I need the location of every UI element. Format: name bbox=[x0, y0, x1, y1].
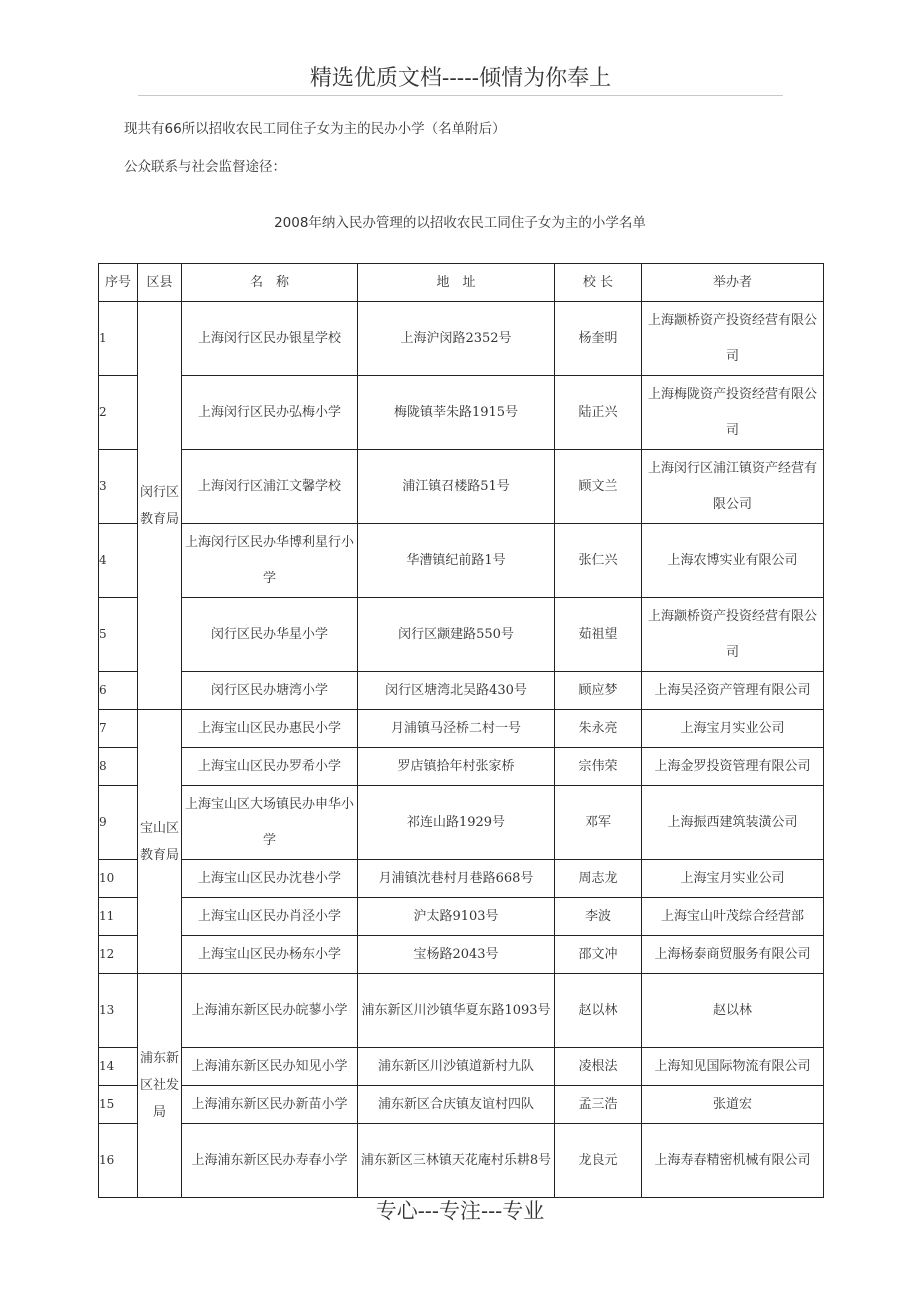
school-principal: 凌根法 bbox=[555, 1048, 642, 1086]
school-sponsor: 上海宝山叶茂综合经营部 bbox=[642, 898, 824, 936]
school-principal: 宗伟荣 bbox=[555, 748, 642, 786]
school-address: 华漕镇纪前路1号 bbox=[358, 524, 555, 598]
school-address: 浦东新区三林镇天花庵村乐耕8号 bbox=[358, 1124, 555, 1198]
header-number: 序号 bbox=[99, 264, 138, 302]
school-name: 上海宝山区大场镇民办申华小学 bbox=[182, 786, 358, 860]
school-sponsor: 上海闵行区浦江镇资产经营有限公司 bbox=[642, 450, 824, 524]
school-principal: 孟三浩 bbox=[555, 1086, 642, 1124]
school-address: 闵行区颛建路550号 bbox=[358, 598, 555, 672]
school-name: 上海浦东新区民办知见小学 bbox=[182, 1048, 358, 1086]
school-name: 上海宝山区民办沈巷小学 bbox=[182, 860, 358, 898]
header-address: 地 址 bbox=[358, 264, 555, 302]
school-sponsor: 上海金罗投资管理有限公司 bbox=[642, 748, 824, 786]
row-number: 6 bbox=[99, 672, 138, 710]
table-row bbox=[99, 672, 824, 710]
header-principal: 校 长 bbox=[555, 264, 642, 302]
school-address: 浦东新区川沙镇华夏东路1093号 bbox=[358, 974, 555, 1048]
header-district: 区县 bbox=[138, 264, 182, 302]
district-cell: 浦东新区社发局 bbox=[138, 974, 182, 1198]
school-principal: 陆正兴 bbox=[555, 376, 642, 450]
school-sponsor: 上海梅陇资产投资经营有限公司 bbox=[642, 376, 824, 450]
row-number: 9 bbox=[99, 786, 138, 860]
school-address: 浦东新区合庆镇友谊村四队 bbox=[358, 1086, 555, 1124]
table-row bbox=[99, 1086, 824, 1124]
school-address: 梅陇镇莘朱路1915号 bbox=[358, 376, 555, 450]
table-row bbox=[99, 1124, 824, 1198]
school-address: 祁连山路1929号 bbox=[358, 786, 555, 860]
school-sponsor: 上海吴泾资产管理有限公司 bbox=[642, 672, 824, 710]
school-name: 上海宝山区民办惠民小学 bbox=[182, 710, 358, 748]
contact-paragraph: 公众联系与社会监督途径： bbox=[124, 159, 286, 175]
row-number: 12 bbox=[99, 936, 138, 974]
school-address: 沪太路9103号 bbox=[358, 898, 555, 936]
school-address: 上海沪闵路2352号 bbox=[358, 302, 555, 376]
school-principal: 赵以林 bbox=[555, 974, 642, 1048]
row-number: 2 bbox=[99, 376, 138, 450]
table-row bbox=[99, 376, 824, 450]
school-address: 月浦镇沈巷村月巷路668号 bbox=[358, 860, 555, 898]
table-row bbox=[99, 898, 824, 936]
table-body bbox=[99, 302, 824, 1198]
school-name: 上海浦东新区民办寿春小学 bbox=[182, 1124, 358, 1198]
table-row bbox=[99, 524, 824, 598]
table-row bbox=[99, 860, 824, 898]
table-row bbox=[99, 1048, 824, 1086]
school-sponsor: 上海颛桥资产投资经营有限公司 bbox=[642, 302, 824, 376]
row-number: 8 bbox=[99, 748, 138, 786]
school-principal: 龙良元 bbox=[555, 1124, 642, 1198]
table-row bbox=[99, 974, 824, 1048]
table-title: 2008年纳入民办管理的以招收农民工同住子女为主的小学名单 bbox=[274, 215, 646, 231]
school-principal: 周志龙 bbox=[555, 860, 642, 898]
school-name: 闵行区民办华星小学 bbox=[182, 598, 358, 672]
school-address: 闵行区塘湾北吴路430号 bbox=[358, 672, 555, 710]
district-cell: 宝山区教育局 bbox=[138, 710, 182, 974]
school-sponsor: 上海宝月实业公司 bbox=[642, 860, 824, 898]
page-header: 精选优质文档-----倾情为你奉上 bbox=[138, 60, 783, 96]
header-sponsor: 举办者 bbox=[642, 264, 824, 302]
row-number: 10 bbox=[99, 860, 138, 898]
school-address: 罗店镇拾年村张家桥 bbox=[358, 748, 555, 786]
school-name: 上海闵行区民办弘梅小学 bbox=[182, 376, 358, 450]
school-sponsor: 上海颛桥资产投资经营有限公司 bbox=[642, 598, 824, 672]
school-name: 闵行区民办塘湾小学 bbox=[182, 672, 358, 710]
row-number: 16 bbox=[99, 1124, 138, 1198]
school-principal: 杨奎明 bbox=[555, 302, 642, 376]
row-number: 3 bbox=[99, 450, 138, 524]
page-footer: 专心---专注---专业 bbox=[375, 1199, 545, 1223]
row-number: 13 bbox=[99, 974, 138, 1048]
school-sponsor: 上海寿春精密机械有限公司 bbox=[642, 1124, 824, 1198]
row-number: 7 bbox=[99, 710, 138, 748]
row-number: 5 bbox=[99, 598, 138, 672]
row-number: 11 bbox=[99, 898, 138, 936]
school-sponsor: 张道宏 bbox=[642, 1086, 824, 1124]
header-name: 名 称 bbox=[182, 264, 358, 302]
school-principal: 张仁兴 bbox=[555, 524, 642, 598]
school-name: 上海闵行区民办银星学校 bbox=[182, 302, 358, 376]
school-name: 上海宝山区民办肖泾小学 bbox=[182, 898, 358, 936]
school-address: 浦东新区川沙镇道新村九队 bbox=[358, 1048, 555, 1086]
table-row bbox=[99, 302, 824, 376]
schools-table bbox=[98, 263, 824, 1198]
school-principal: 顾应梦 bbox=[555, 672, 642, 710]
table-row bbox=[99, 786, 824, 860]
school-address: 月浦镇马泾桥二村一号 bbox=[358, 710, 555, 748]
school-principal: 顾文兰 bbox=[555, 450, 642, 524]
school-name: 上海浦东新区民办新苗小学 bbox=[182, 1086, 358, 1124]
row-number: 14 bbox=[99, 1048, 138, 1086]
school-name: 上海闵行区浦江文馨学校 bbox=[182, 450, 358, 524]
school-principal: 邵文冲 bbox=[555, 936, 642, 974]
table-row bbox=[99, 598, 824, 672]
school-name: 上海宝山区民办罗希小学 bbox=[182, 748, 358, 786]
intro-paragraph: 现共有66所以招收农民工同住子女为主的民办小学（名单附后） bbox=[124, 121, 506, 137]
school-name: 上海宝山区民办杨东小学 bbox=[182, 936, 358, 974]
school-sponsor: 上海宝月实业公司 bbox=[642, 710, 824, 748]
school-sponsor: 上海农博实业有限公司 bbox=[642, 524, 824, 598]
school-address: 浦江镇召楼路51号 bbox=[358, 450, 555, 524]
row-number: 15 bbox=[99, 1086, 138, 1124]
row-number: 4 bbox=[99, 524, 138, 598]
school-sponsor: 上海振西建筑装潢公司 bbox=[642, 786, 824, 860]
school-sponsor: 赵以林 bbox=[642, 974, 824, 1048]
table-row bbox=[99, 936, 824, 974]
school-name: 上海闵行区民办华博利星行小学 bbox=[182, 524, 358, 598]
school-name: 上海浦东新区民办皖蓼小学 bbox=[182, 974, 358, 1048]
district-cell: 闵行区教育局 bbox=[138, 302, 182, 710]
school-sponsor: 上海杨泰商贸服务有限公司 bbox=[642, 936, 824, 974]
table-row bbox=[99, 450, 824, 524]
table-header-row bbox=[99, 264, 824, 302]
school-principal: 茹祖望 bbox=[555, 598, 642, 672]
table-row bbox=[99, 710, 824, 748]
school-principal: 朱永亮 bbox=[555, 710, 642, 748]
school-sponsor: 上海知见国际物流有限公司 bbox=[642, 1048, 824, 1086]
school-principal: 李波 bbox=[555, 898, 642, 936]
row-number: 1 bbox=[99, 302, 138, 376]
school-address: 宝杨路2043号 bbox=[358, 936, 555, 974]
table-row bbox=[99, 748, 824, 786]
school-principal: 邓军 bbox=[555, 786, 642, 860]
